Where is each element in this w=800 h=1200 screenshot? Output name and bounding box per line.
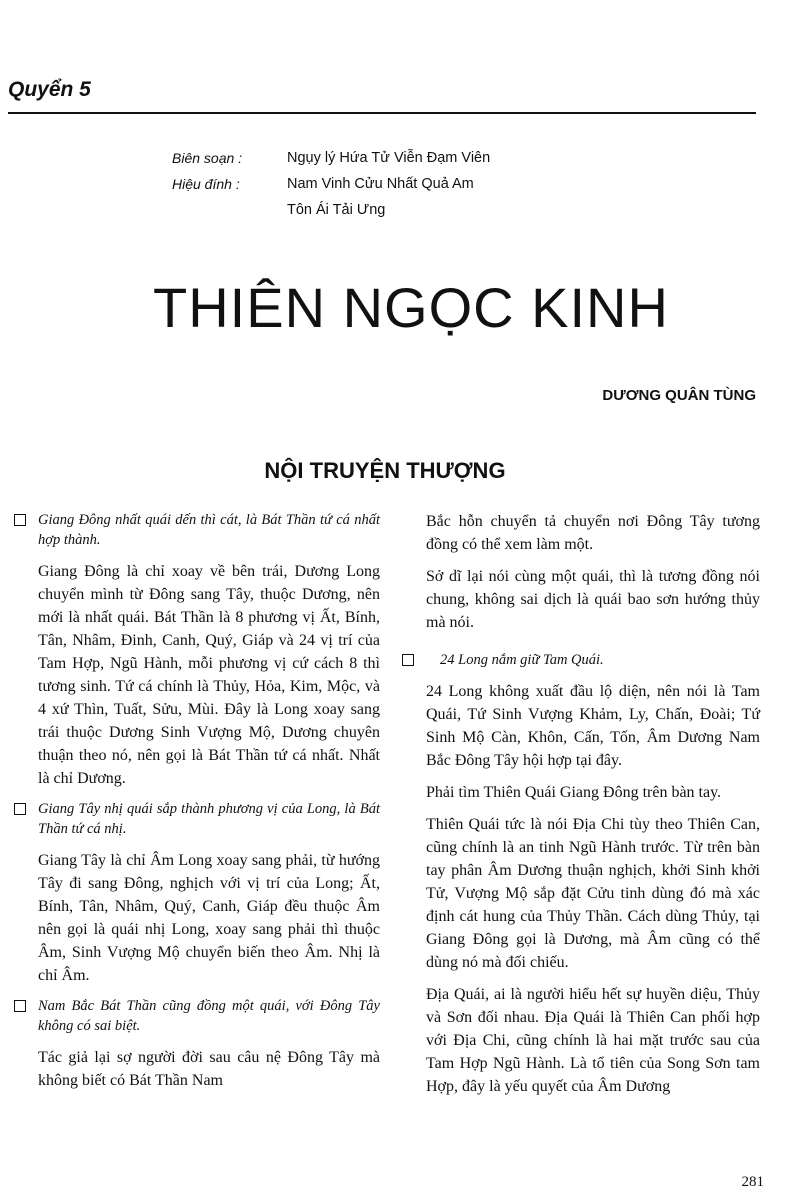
- verse-text: Giang Đông nhất quái dến thì cát, là Bát Thần tứ cá nhất hợp thành.: [38, 512, 380, 548]
- credit-label: Biên soạn :: [172, 150, 243, 166]
- verse-quote: [14, 996, 380, 1036]
- left-column: [14, 510, 380, 1101]
- checkbox-square-icon: [14, 1000, 26, 1012]
- verse-quote: [408, 650, 760, 670]
- checkbox-square-icon: [14, 514, 26, 526]
- commentary-paragraph: Bắc hỗn chuyển tả chuyển nơi Đông Tây tương đồng có thể xem làm một.: [426, 513, 760, 553]
- header-rule: [8, 112, 756, 114]
- right-column: [408, 510, 760, 1107]
- author-name: DƯƠNG QUÂN TÙNG: [602, 387, 756, 404]
- credit-value: Nam Vinh Cửu Nhất Quả Am: [287, 176, 474, 192]
- page-number: 281: [741, 1174, 764, 1190]
- credit-row: [172, 197, 490, 223]
- verse-quote: [14, 799, 380, 839]
- verse-text: Giang Tây nhị quái sắp thành phương vị của Long, là Bát Thần tứ cá nhị.: [38, 801, 380, 837]
- commentary-paragraph: Giang Tây là chỉ Âm Long xoay sang phải, từ hướng Tây đi sang Đông, nghịch với vị trí của Long; Ất, Bính, Tân, Nhâm, Quý, Canh, Giáp đều thuộc Âm nên gọi là quái nhị Long, xoay sang phải thì thuộc Âm, Sinh Vượng Mộ chuyển biến theo Âm. Nhị là chỉ Âm.: [38, 852, 380, 984]
- credit-row: [172, 171, 490, 197]
- commentary-paragraph: Địa Quái, ai là người hiểu hết sự huyền diệu, Thủy và Sơn đối nhau. Địa Quái là Thiên Can phối hợp với Địa Chi, cũng chính là hai mặt trước sau của Tam Hợp Ngũ Hành. Là tổ tiên của Song Sơn tam Hợp, đây là yếu quyết của Âm Dương: [426, 986, 760, 1095]
- checkbox-square-icon: [402, 654, 414, 666]
- credit-label: Hiệu đính :: [172, 176, 240, 192]
- verse-text: 24 Long nắm giữ Tam Quái.: [440, 652, 604, 668]
- verse-text: Nam Bắc Bát Thần cũng đồng một quái, với Đông Tây không có sai biệt.: [38, 998, 380, 1034]
- page-title: THIÊN NGỌC KINH: [153, 276, 669, 339]
- section-heading: NỘI TRUYỆN THƯỢNG: [264, 458, 506, 483]
- credit-value: Ngụy lý Hứa Tử Viễn Đạm Viên: [287, 150, 491, 166]
- credit-label: [172, 197, 287, 223]
- credits-block: [172, 145, 490, 223]
- commentary-paragraph: 24 Long không xuất đầu lộ diện, nên nói là Tam Quái, Tứ Sinh Vượng Khảm, Ly, Chấn, Đoài; Tứ Sinh Mộ Càn, Khôn, Cấn, Tốn, Âm Dương Nam Bắc Đông Tây hội hợp tại đây.: [426, 683, 760, 769]
- checkbox-square-icon: [14, 803, 26, 815]
- commentary-paragraph: Phải tìm Thiên Quái Giang Đông trên bàn tay.: [426, 784, 722, 801]
- commentary-paragraph: Giang Đông là chỉ xoay về bên trái, Dương Long chuyển mình từ Đông sang Tây, thuộc Dương, nên mới là nhất quái. Bát Thần là 8 phương vị Ất, Bính, Tân, Nhâm, Đinh, Canh, Quý, Giáp và 24 vị trí của Tam Hợp, Ngũ Hành, mỗi phương vị cứ cách 8 thì tương sinh. Tứ cá chính là Thủy, Hỏa, Kim, Mộc, và 4 xứ Thìn, Tuất, Sửu, Mùi. Đây là Long xoay sang trái thuộc Dương Sinh Vượng Mộ, Dương chuyên thuận theo nó, nên gọi là Bát Thần tứ cá nhất. Nhất là chỉ Dương.: [38, 563, 380, 787]
- book-volume-label: Quyển 5: [8, 78, 91, 101]
- commentary-paragraph: Thiên Quái tức là nói Địa Chi tùy theo Thiên Can, cũng chính là an tinh Ngũ Hành trước. Từ trên bàn tay phân Âm Dương thuận nghịch, khởi Sinh khởi Tử, Vượng Mộ sắp đặt Cửu tinh dùng đó mà xác định cát hung của Thủy Thần. Cách dùng Thủy, tại Giang Đông gọi là Dương, mà Âm cũng có thể dùng nó mà đối chiếu.: [426, 816, 760, 971]
- credit-value: Tôn Ái Tải Ưng: [287, 202, 386, 218]
- verse-quote: [14, 510, 380, 550]
- commentary-paragraph: Sở dĩ lại nói cùng một quái, thì là tương đồng nói chung, không sai dịch là quái bao sơn hướng thủy mà nói.: [426, 568, 760, 631]
- credit-row: [172, 145, 490, 171]
- commentary-paragraph: Tác giả lại sợ người đời sau câu nệ Đông Tây mà không biết có Bát Thần Nam: [38, 1049, 380, 1089]
